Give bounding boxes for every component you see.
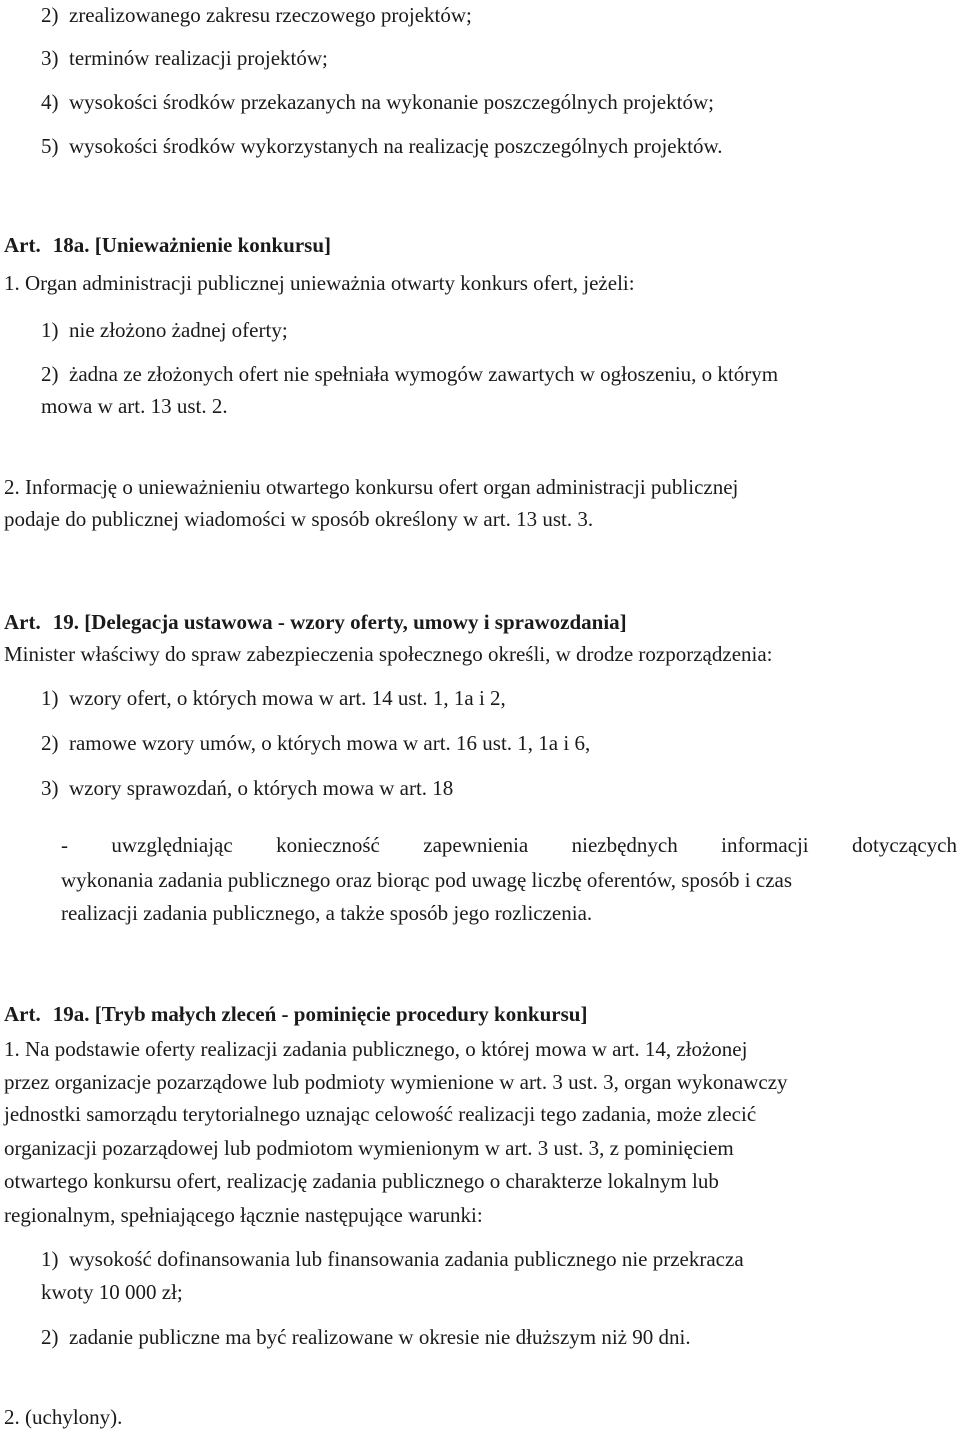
list-item: 5) wysokości środków wykorzystanych na realizację poszczególnych projektów.	[41, 134, 723, 158]
list-item: 1) wzory ofert, o których mowa w art. 14 ust. 1, 1a i 2,	[41, 686, 506, 710]
list-item: 3) terminów realizacji projektów;	[41, 46, 328, 70]
paragraph: 2. Informację o unieważnieniu otwartego konkursu ofert organ administracji publicznej	[4, 475, 739, 499]
list-item: 1) nie złożono żadnej oferty;	[41, 318, 288, 342]
list-item: 2) żadna ze złożonych ofert nie spełniała wymogów zawartych w ogłoszeniu, o którym	[41, 362, 779, 386]
article-heading-18a	[4, 232, 331, 258]
list-item: 2) zrealizowanego zakresu rzeczowego projektów;	[41, 3, 472, 27]
paragraph: 1. Na podstawie oferty realizacji zadania publicznego, o której mowa w art. 14, złożonej	[4, 1037, 748, 1061]
list-item-continuation: mowa w art. 13 ust. 2.	[41, 394, 228, 418]
article-title: [Unieważnienie konkursu]	[94, 233, 332, 257]
paragraph: 2. (uchylony).	[4, 1405, 123, 1429]
dash-clause-continuation: wykonania zadania publicznego oraz biorąc pod uwagę liczbę oferentów, sposób i czas	[61, 868, 793, 892]
article-heading-19a	[4, 1001, 587, 1027]
paragraph-continuation: organizacji pozarządowej lub podmiotom wymienionym w art. 3 ust. 3, z pominięciem	[4, 1136, 734, 1160]
list-item: 2) zadanie publiczne ma być realizowane w okresie nie dłuższym niż 90 dni.	[41, 1325, 691, 1349]
article-label: Art.	[4, 233, 41, 257]
paragraph-continuation: podaje do publicznej wiadomości w sposób określony w art. 13 ust. 3.	[4, 507, 594, 531]
list-item-continuation: kwoty 10 000 zł;	[41, 1280, 183, 1304]
dash-clause: - uwzględniając konieczność zapewnienia niezbędnych informacji dotyczących	[61, 833, 957, 857]
article-title: [Tryb małych zleceń - pominięcie procedury konkursu]	[94, 1002, 588, 1026]
list-item: 1) wysokość dofinansowania lub finansowania zadania publicznego nie przekracza	[41, 1247, 744, 1271]
paragraph-continuation: przez organizacje pozarządowe lub podmioty wymienione w art. 3 ust. 3, organ wykonawczy	[4, 1070, 788, 1094]
article-number: 18a.	[52, 233, 90, 257]
article-label: Art.	[4, 610, 41, 634]
paragraph-continuation: regionalnym, spełniającego łącznie następujące warunki:	[4, 1203, 483, 1227]
paragraph: Minister właściwy do spraw zabezpieczenia społecznego określi, w drodze rozporządzenia:	[4, 642, 773, 666]
article-label: Art.	[4, 1002, 41, 1026]
list-item: 4) wysokości środków przekazanych na wykonanie poszczególnych projektów;	[41, 90, 714, 114]
article-number: 19.	[52, 610, 79, 634]
list-item: 2) ramowe wzory umów, o których mowa w art. 16 ust. 1, 1a i 6,	[41, 731, 591, 755]
article-heading-19	[4, 609, 627, 635]
article-number: 19a.	[52, 1002, 90, 1026]
article-title: [Delegacja ustawowa - wzory oferty, umowy i sprawozdania]	[84, 610, 627, 634]
dash-clause-continuation: realizacji zadania publicznego, a także sposób jego rozliczenia.	[61, 901, 593, 925]
paragraph-continuation: otwartego konkursu ofert, realizację zadania publicznego o charakterze lokalnym lub	[4, 1169, 719, 1193]
paragraph-continuation: jednostki samorządu terytorialnego uznając celowość realizacji tego zadania, może zlecić	[4, 1102, 757, 1126]
list-item: 3) wzory sprawozdań, o których mowa w art. 18	[41, 776, 454, 800]
paragraph: 1. Organ administracji publicznej unieważnia otwarty konkurs ofert, jeżeli:	[4, 271, 635, 295]
